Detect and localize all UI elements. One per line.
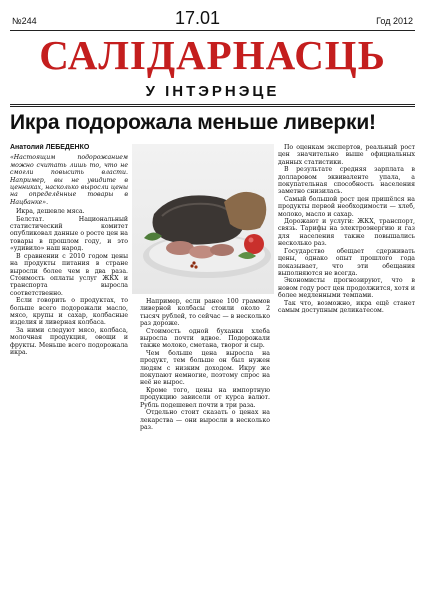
article-column-2 [140, 298, 270, 596]
newspaper-page [10, 8, 415, 596]
paragraph: Чем больше цена выросла на продукт, тем больше он был нужен людям с низким доходом. Икру же покупают немногие, поэтому спрос на неё не вырос. [140, 349, 270, 387]
article-column-3 [278, 144, 415, 596]
caviar-dot [190, 264, 193, 267]
newspaper-title: САЛІДАРНАСЦЬ [39, 32, 386, 78]
article-author: Анатолий ЛЕБЕДЕНКО [10, 144, 90, 151]
masthead-divider-2 [10, 106, 415, 107]
issue-year: Год 2012 [376, 16, 413, 26]
paragraph: В сравнении с 2010 годом цены на продукты питания в стране выросли более чем в два раза. Стоимость оплаты услуг ЖКХ и транспорта выросла соответственно. [10, 252, 128, 297]
caviar-dot [194, 265, 197, 268]
article-column-1 [10, 144, 128, 596]
masthead-divider [10, 104, 415, 105]
paragraph: Дорожают и услуги: ЖКХ, транспорт, связь. Тарифы на электроэнергию и газ для населения также повышались несколько раз. [278, 218, 415, 248]
masthead-top-bar [10, 8, 415, 31]
paragraph: Кроме того, цены на импортную продукцию зависели от курса валют. Рубль подешевел почти в три раза. [140, 386, 270, 409]
slice-shape [210, 244, 234, 256]
paragraph: Икра, дешевле мяса. [16, 208, 85, 216]
paragraph: Стоимость одной буханки хлеба выросла почти вдвое. Подорожали также молоко, сметана, творог и сыр. [140, 327, 270, 350]
paragraph: Например, если ранее 100 граммов ливерной колбасы стоили около 2 тысяч рублей, то сейчас — в несколько раз дороже. [140, 298, 270, 328]
paragraph: По оценкам экспертов, реальный рост цен значительно выше официальных данных статистики. [278, 144, 415, 166]
newspaper-subtitle: У ІНТЭРНЭЦЕ [145, 83, 280, 100]
paragraph: Белстат. Национальный статистический комитет опубликовал данные о росте цен на товары в прошлом году, и это «удивило» наш народ. [10, 215, 128, 253]
issue-date: 17.01 [175, 8, 221, 28]
paragraph: Государство обещает сдерживать цены, однако опыт прошлого года показывает, что эти обещания выполняются не всегда. [278, 247, 415, 277]
paragraph: Экономисты прогнозируют, что в новом году рост цен продолжится, хотя и более медленными темпами. [278, 277, 415, 300]
article-headline: Икра подорожала меньше ливерки! [10, 111, 376, 134]
tomato-shape [244, 234, 264, 254]
paragraph: Так что, возможно, икра ещё станет самым доступным деликатесом. [278, 299, 415, 314]
tomato-highlight [249, 238, 254, 243]
paragraph: Отдельно стоит сказать о ценах на лекарства — они выросли в несколько раз. [140, 409, 270, 431]
caviar-dot [192, 261, 195, 264]
article-lead: «Настоящим подорожанием можно считать лишь то, что не смогли повысить власти. Например, вы не увидите в ценниках, насколько выросли цены на определённые товары в Нацбанке». [10, 154, 128, 206]
paragraph: Если говорить о продуктах, то больше всего подорожали масло, мясо, крупы и сахар, колбасные изделия и ливерная колбаса. [10, 297, 128, 327]
paragraph: В результате средняя зарплата в долларовом эквиваленте упала, а покупательная способность населения заметно снизилась. [278, 166, 415, 196]
paragraph: За ними следуют мясо, колбаса, молочная продукция, овощи и фрукты. Меньше всего подорожала икра. [10, 326, 128, 356]
paragraph: Самый большой рост цен пришёлся на продукты первой необходимости — хлеб, молоко, масло и сахар. [278, 195, 415, 218]
article-photo-food [132, 144, 274, 294]
issue-number: №244 [12, 16, 37, 26]
food-illustration [132, 144, 274, 294]
